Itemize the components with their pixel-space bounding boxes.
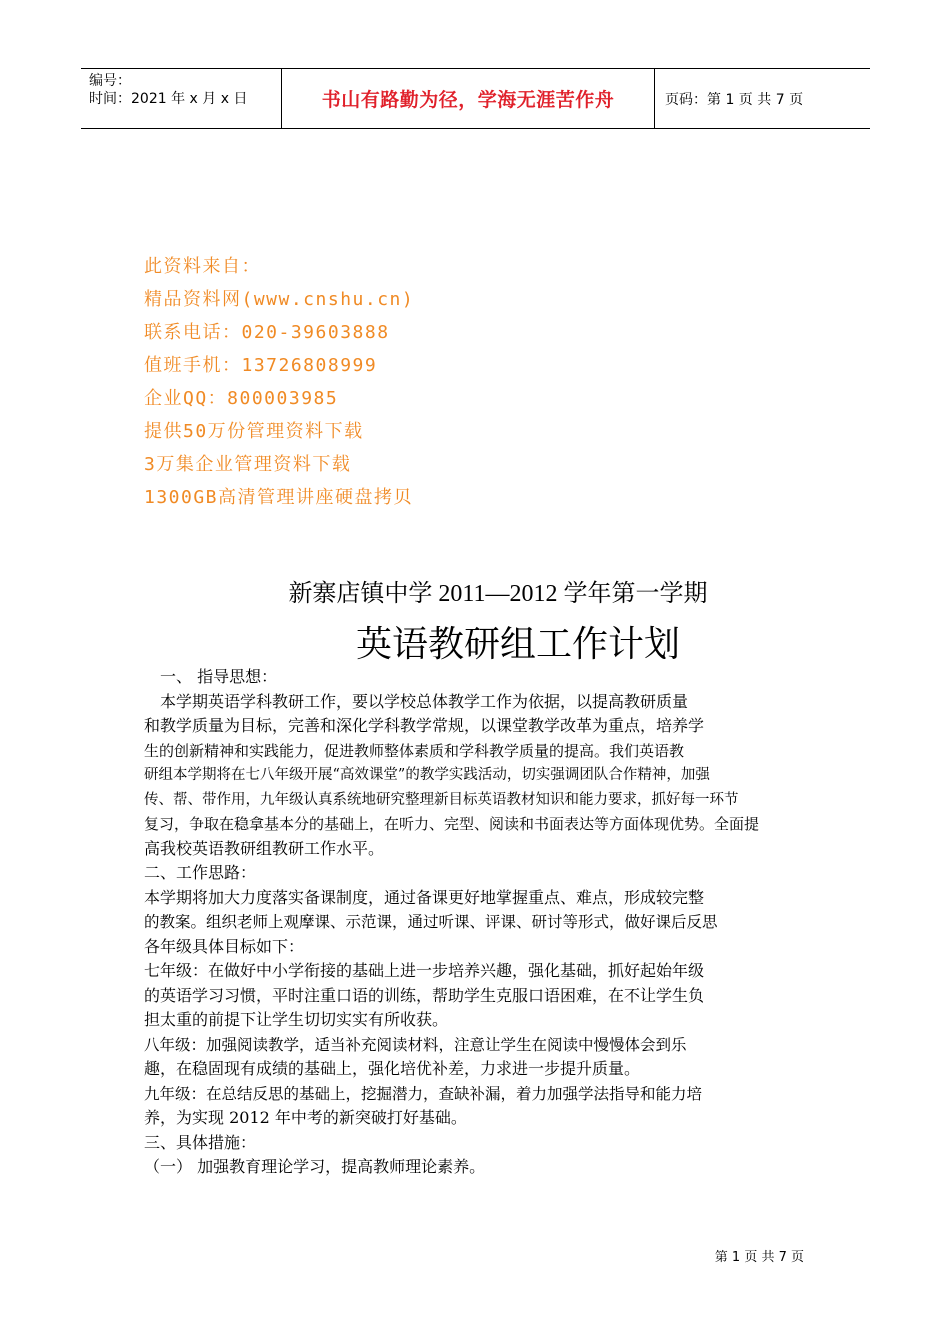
source-line: 联系电话：020-39603888 — [144, 322, 390, 343]
source-line: 企业QQ：800003985 — [144, 388, 339, 409]
body-line: 高我校英语教研组教研工作水平。 — [144, 838, 385, 858]
document-body — [144, 665, 816, 1180]
body-line: 传、帮、带作用，九年级认真系统地研究整理新目标英语教材知识和能力要求，抓好每一环节 — [144, 791, 739, 808]
source-line: 此资料来自： — [144, 256, 261, 277]
header-page-info: 页码：第 1 页 共 7 页 — [665, 91, 804, 108]
body-line: （一） 加强教育理论学习，提高教师理论素养。 — [144, 1157, 486, 1176]
body-line: 复习，争取在稳拿基本分的基础上，在听力、完型、阅读和书面表达等方面体现优势。全面提 — [144, 815, 760, 833]
source-line: 3万集企业管理资料下载 — [144, 454, 352, 475]
body-line: 一、 指导思想： — [144, 667, 278, 686]
source-line: 值班手机：13726808999 — [144, 355, 378, 376]
document-title: 英语教研组工作计划 — [355, 624, 680, 665]
body-line: 二、工作思路： — [144, 863, 257, 882]
body-line: 养，为实现 2012 年中考的新突破打好基础。 — [144, 1108, 467, 1127]
document-subtitle: 新寨店镇中学 2011—2012 学年第一学期 — [288, 581, 708, 607]
body-line: 趣，在稳固现有成绩的基础上，强化培优补差，力求进一步提升质量。 — [144, 1059, 641, 1078]
header-table — [81, 68, 870, 129]
body-line: 八年级：加强阅读教学，适当补充阅读材料，注意让学生在阅读中慢慢体会到乐 — [144, 1035, 687, 1054]
body-line: 各年级具体目标如下： — [144, 936, 305, 956]
source-line: 提供50万份管理资料下载 — [144, 421, 364, 442]
body-line: 九年级：在总结反思的基础上，挖掘潜力，查缺补漏，着力加强学法指导和能力培 — [144, 1084, 703, 1103]
motto-cell — [282, 69, 655, 128]
body-line: 生的创新精神和实践能力，促进教师整体素质和学科教学质量的提高。我们英语教 — [144, 741, 685, 760]
body-line: 和教学质量为目标，完善和深化学科教学常规，以课堂教学改革为重点，培养学 — [144, 716, 705, 735]
source-info-block — [144, 250, 414, 514]
source-line: 1300GB高清管理讲座硬盘拷贝 — [144, 487, 414, 508]
body-line: 研组本学期将在七八年级开展“高效课堂”的教学实践活动，切实强调团队合作精神，加强 — [144, 767, 710, 783]
body-line: 三、具体措施： — [144, 1132, 257, 1152]
body-line: 本学期英语学科教研工作，要以学校总体教学工作为依据，以提高教研质量 — [144, 691, 689, 711]
header-meta-cell — [81, 69, 282, 128]
body-line: 本学期将加大力度落实备课制度，通过备课更好地掌握重点、难点，形成较完整 — [144, 887, 705, 907]
body-line: 担太重的前提下让学生切切实实有所收获。 — [144, 1010, 449, 1029]
serial-label: 编号： — [89, 73, 131, 89]
body-line: 的教案。组织老师上观摩课、示范课，通过听课、评课、研讨等形式，做好课后反思 — [144, 913, 718, 931]
body-line: 的英语学习习惯，平时注重口语的训练，帮助学生克服口语困难，在不让学生负 — [144, 985, 705, 1005]
page-info-cell — [655, 69, 870, 128]
source-line: 精品资料网(www.cnshu.cn) — [144, 289, 415, 310]
motto: 书山有路勤为径，学海无涯苦作舟 — [321, 89, 615, 111]
time-label: 时间：2021 年 x 月 x 日 — [89, 91, 248, 107]
body-line: 七年级：在做好中小学衔接的基础上进一步培养兴趣，强化基础，抓好起始年级 — [144, 961, 705, 980]
footer-page-info: 第 1 页 共 7 页 — [714, 1250, 804, 1265]
